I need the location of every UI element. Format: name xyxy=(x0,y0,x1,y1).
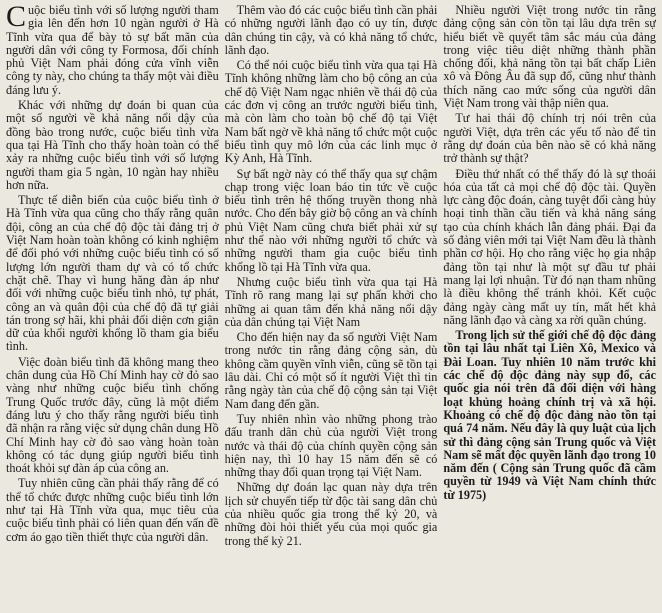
paragraph: Có thể nói cuộc biểu tình vừa qua tại Hà Tĩnh không những làm cho bộ công an của chế độ Việt Nam ngạc nhiên về thái độ của các đơn vị công an trước người biểu tình, mà còn làm cho toàn bộ chế độ tại Việt Nam bất ngờ về khả năng tổ chức một cuộc biểu tình quy mô lớn của các linh mục ở Kỳ Anh, Hà Tĩnh. xyxy=(224,58,438,166)
paragraph: Sự bất ngờ này có thể thấy qua sự chậm chạp trong việc loan báo tin tức về cuộc biểu tình trên hệ thống truyền thong nhà nước. Cho đến bây giờ bộ công an và chính phủ Việt Nam cũng chưa biết phải xử sự như thế nào với những người tổ chức và những người tham gia cuộc biểu tình khổng lồ tại Hà Tĩnh vừa qua. xyxy=(224,166,438,274)
paragraph: Khác với những dự đoán bi quan của một số người về khả năng nổi dậy của đồng bào trong nước, cuộc biểu tình vừa qua tại Hà Tĩnh cho thấy hoàn toàn có thể xảy ra những cuộc biểu tình với số lượng người tham gia 5 ngàn, 10 ngàn hay nhiều hơn nữa. xyxy=(6,98,219,192)
paragraph xyxy=(6,4,219,97)
drop-cap: C xyxy=(6,4,27,33)
paragraph: Nhưng cuộc biểu tình vừa qua tại Hà Tĩnh rõ rang mang lại sự phấn khởi cho những ai quan tâm đến khả năng nổi dậy của dân chúng tại Việt Nam xyxy=(224,274,438,329)
paragraph: Tuy nhiên nhìn vào những phong trào đấu tranh dân chủ của người Việt trong nước và thái độ của chính quyền cộng sản hiện nay, thì 10 hay 15 năm đến sẽ có những thay đổi quan trọng tại Việt Nam. xyxy=(224,411,438,480)
article-column-2 xyxy=(225,4,438,609)
paragraph: Tư hai thái độ chính trị nói trên của người Việt, dựa trên các yếu tố nào để tin rằng dự đoán của bên nào sẽ có khả năng trở thành sự thật? xyxy=(443,111,657,166)
paragraph: Thực tế diễn biến của cuộc biểu tình ở Hà Tĩnh vừa qua cũng cho thấy rằng quân đội, công an của chế độ độc tài đảng trị ở Việt Nam hoàn toàn không có kinh nghiệm để đối phó với những cuộc biểu tình có số lượng lớn người tham dự và có tổ chức chặt chẽ. Thay vì hung hăng đàn áp như đối với những cuộc biểu tình nhỏ, tự phát, công an và quân đội của chế độ đã tự giải tán trong sợ hãi, khi phải đối diện cơn giận dữ của khối người khổng lồ tham gia biểu tình. xyxy=(6,193,219,354)
paragraph: Nhiều người Việt trong nước tin rằng đảng cộng sản còn tồn tại lâu dựa trên sự hiểu biết về quyết tâm sắc máu của đảng trong việc tiêu diệt những thành phần chống đối, khả năng tồn tại bất chấp Liên xô và Đông Âu đã sụp đổ, cũng như thành thích năng cao mức sống của người dân Việt Nam trong vài thập niên qua. xyxy=(443,4,657,111)
paragraph-text: uộc biểu tình với số lượng người tham gia lên đến hơn 10 ngàn người ở Hà Tĩnh vừa qua để bày tỏ sự bất mãn của người dân với công ty Formosa, đối chính phủ Việt Nam phải đóng cửa vĩnh viễn công ty này, cho chúng ta thấy một vài điều đáng lưu ý. xyxy=(6,4,219,97)
paragraph: Những dự đoán lạc quan này dựa trên lịch sử chuyển tiếp từ độc tài sang dân chủ của nhiều quốc gia trong thế kỷ 20, và những đòi hỏi thiết yếu của mọi quốc gia trong thế kỷ 21. xyxy=(224,480,438,548)
paragraph: Thêm vào đó các cuộc biểu tình cần phải có những người lãnh đạo có uy tín, được dân chúng tin cậy, và có khả năng tổ chức, lãnh đạo. xyxy=(224,4,438,57)
paragraph: Tuy nhiên cũng cần phải thấy rằng để có thể tổ chức được những cuộc biểu tình lớn như tại Hà Tĩnh vừa qua, mục tiêu của cuộc biểu tình phải có liên quan đến vấn đề cơm áo gạo tiền thiết thực của người dân. xyxy=(6,476,219,544)
paragraph: Việc đoàn biểu tình đã không mang theo chân dung của Hồ Chí Minh hay cờ đỏ sao vàng như những cuộc biểu tình chống Trung Quốc trước đây, cũng là một điểm đáng lưu ý cho thấy rằng người biểu tình đã nhận ra rằng việc sử dụng chân dung Hồ Chí Minh hay cờ đỏ sao vàng hoàn toàn không có tác dụng giúp người biểu tình thoát khỏi sự đàn áp của công an. xyxy=(6,354,219,476)
article-column-1 xyxy=(6,4,219,609)
paragraph: Trong lịch sử thế giới chế độ độc đảng tồn tại lâu nhất tại Liên Xô, Mexico và Đài Loan. Tuy nhiên 10 năm trước khi các chế độ độc đảng này sụp đổ, các quốc gia nói trên đã đối diện với hàng loạt khủng hoảng chính trị và xã hội. Khoảng có chế độ độc đảng nào tồn tại quá 74 năm. Nếu đây là quy luật của lịch sử thì đảng cộng sản Trung quốc và Việt Nam sẽ mất độc quyền lãnh đạo trong 10 năm đến ( Cộng sản Trung quốc đã cầm quyền từ 1949 và Việt Nam chính thức từ 1975) xyxy=(443,328,657,502)
paragraph: Cho đến hiện nay đa số người Việt Nam trong nước tin rằng đảng cộng sản, dù không cầm quyền vĩnh viễn, cũng sẽ tồn tại lâu dài. Chỉ có một số ít người Việt thì tin rằng ngày tàn của chế độ cộng sản tại Việt Nam đang đến gần. xyxy=(224,330,438,411)
article-column-3 xyxy=(443,4,656,609)
paragraph: Điều thứ nhất có thể thấy đó là sự thoái hóa của tất cả mọi chế độ độc tài. Quyền lực càng độc đoán, càng tuyệt đối càng hủy hoại tinh thần cầu tiến và khả năng sáng tạo của chính khách lẫn đảng phái. Đại đa số đảng viên mới tại Việt Nam đều là thành phần cơ hội. Họ cho rằng việc họ gia nhập đảng tồn tại như là một sự đầu tư phải mang lại lợi nhuận. Từ đó nạn tham nhũng là điều không thể tránh khỏi. Kết cuộc đảng ngày càng mất uy tín, mất hết khả năng lãnh đạo và càng xa rời quần chúng. xyxy=(443,166,657,327)
